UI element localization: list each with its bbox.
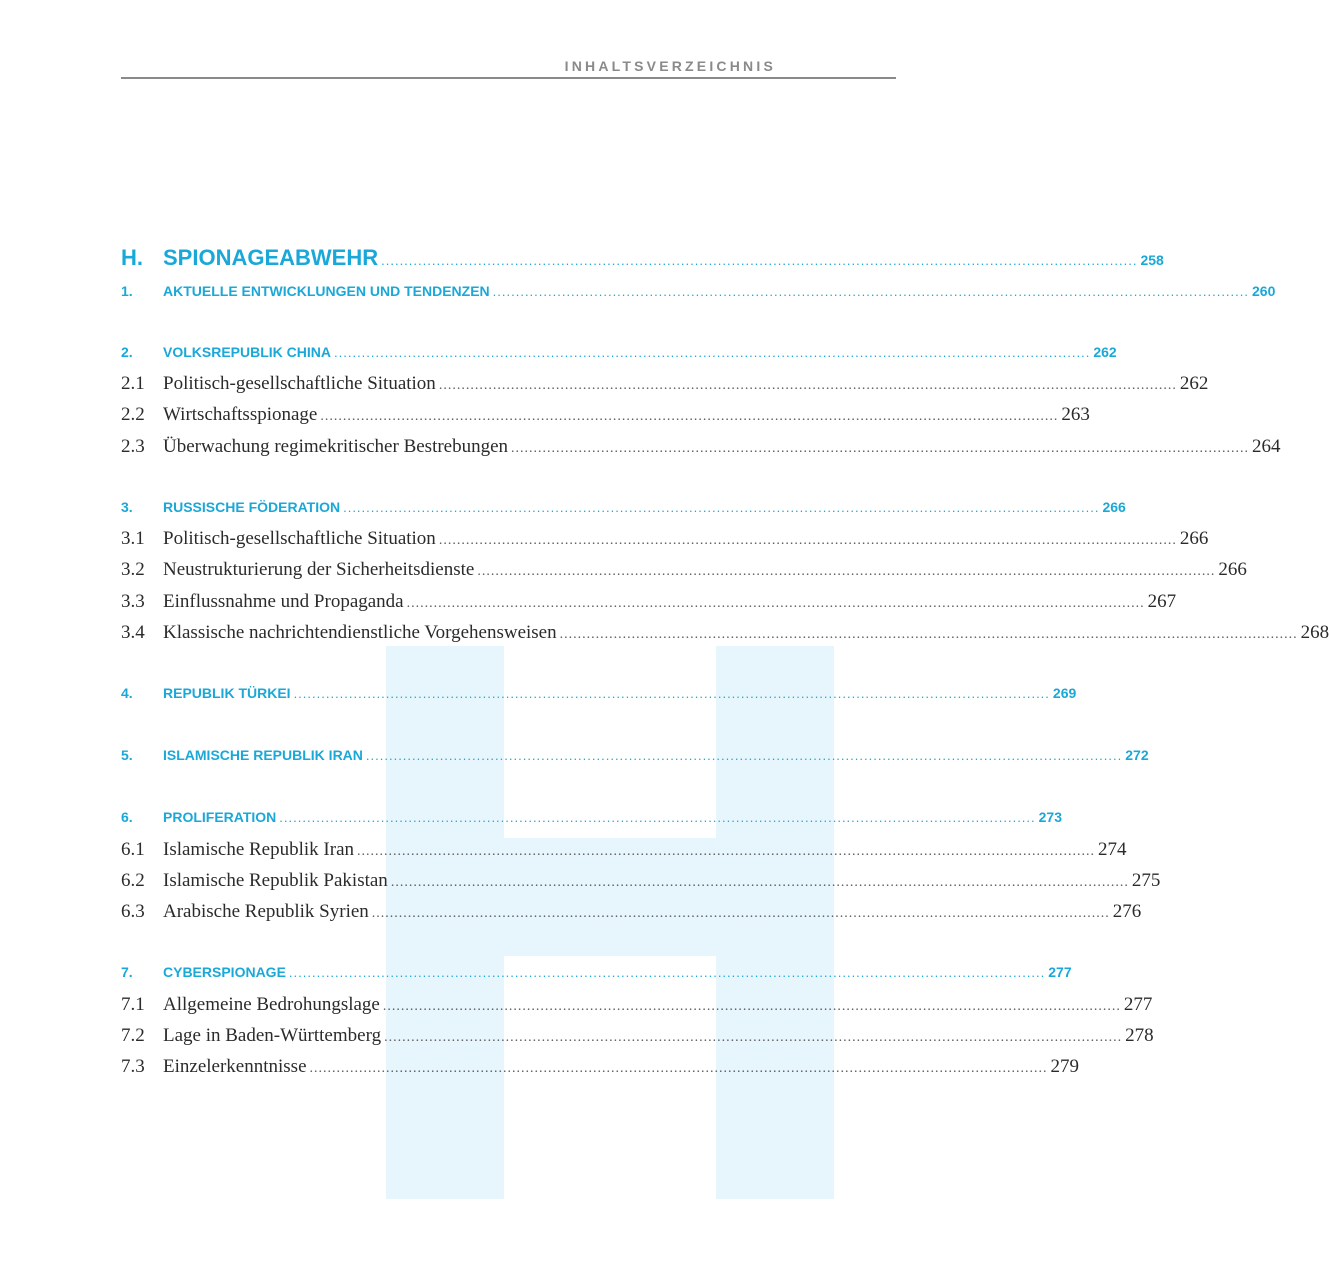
toc-entry-page: 272 xyxy=(1125,747,1149,763)
toc-entry-title: Wirtschaftsspionage xyxy=(163,404,318,425)
toc-leader-dots: .................................................................................................................................................................... xyxy=(438,533,1177,548)
toc-entry-page: 273 xyxy=(1038,809,1062,825)
toc-entry-number: 5. xyxy=(121,747,133,763)
toc-subsection-row[interactable] xyxy=(121,436,1281,458)
toc-entry-number: 3.2 xyxy=(121,559,145,580)
toc-subsection-row[interactable] xyxy=(121,1056,1080,1078)
toc-entry-page: 268 xyxy=(1300,622,1329,643)
toc-entry-number: 6. xyxy=(121,809,133,825)
toc-section-row[interactable] xyxy=(121,747,1149,763)
toc-entry-page: 264 xyxy=(1252,436,1281,457)
toc-entry-page: 278 xyxy=(1125,1025,1154,1046)
toc-entry-number: 6.3 xyxy=(121,901,145,922)
toc-subsection-row[interactable] xyxy=(121,839,1127,861)
toc-entry-page: 262 xyxy=(1179,373,1209,394)
toc-leader-dots: .................................................................................................................................................................... xyxy=(492,284,1249,299)
toc-subsection-row[interactable] xyxy=(121,591,1177,613)
toc-subsection-row[interactable] xyxy=(121,622,1329,644)
toc-entry-page: 275 xyxy=(1131,870,1161,891)
toc-leader-dots: .................................................................................................................................................................... xyxy=(293,686,1050,701)
toc-entry-title: Einzelerkenntnisse xyxy=(163,1056,307,1077)
toc-section-row[interactable] xyxy=(121,344,1117,360)
toc-leader-dots: .................................................................................................................................................................... xyxy=(382,999,1121,1014)
toc-entry-page: 266 xyxy=(1179,528,1209,549)
toc-entry-number: 2.1 xyxy=(121,373,145,394)
toc-entry-page: 279 xyxy=(1050,1056,1080,1077)
toc-subsection-row[interactable] xyxy=(121,1025,1154,1047)
toc-leader-dots: .................................................................................................................................................................... xyxy=(365,748,1123,763)
toc-entry-number: 6.2 xyxy=(121,870,145,891)
toc-entry-title: Einflussnahme und Propaganda xyxy=(163,591,404,612)
toc-leader-dots: .................................................................................................................................................................... xyxy=(406,596,1145,611)
toc-entry-title: Arabische Republik Syrien xyxy=(163,901,369,922)
toc-chapter-title: SPIONAGEABWEHR xyxy=(163,245,379,270)
toc-section-row[interactable] xyxy=(121,809,1062,825)
toc-entry-number: 7.3 xyxy=(121,1056,145,1077)
toc-entry-number: 3.1 xyxy=(121,528,145,549)
toc-chapter-page: 258 xyxy=(1140,252,1164,268)
toc-subsection-row[interactable] xyxy=(121,559,1247,581)
toc-entry-title: Überwachung regimekritischer Bestrebungen xyxy=(163,436,509,457)
toc-entry-number: 3. xyxy=(121,499,133,515)
toc-entry-title: Neustrukturierung der Sicherheitsdienste xyxy=(163,559,475,580)
toc-entry-page: 266 xyxy=(1218,559,1247,580)
toc-subsection-row[interactable] xyxy=(121,994,1153,1016)
toc-leader-dots: .................................................................................................................................................................... xyxy=(309,1061,1048,1076)
toc-entry-title: Lage in Baden-Württemberg xyxy=(163,1025,382,1046)
toc-entry-title: RUSSISCHE FÖDERATION xyxy=(163,499,341,515)
toc-entry-number: 1. xyxy=(121,283,133,299)
toc-entry-page: 276 xyxy=(1112,901,1142,922)
toc-entry-title: ISLAMISCHE REPUBLIK IRAN xyxy=(163,747,363,763)
toc-subsection-row[interactable] xyxy=(121,528,1209,550)
toc-entry-page: 260 xyxy=(1252,283,1276,299)
toc-leader-dots: .................................................................................................................................................................... xyxy=(371,906,1110,921)
toc-chapter-row[interactable] xyxy=(121,245,1164,271)
toc-entry-number: 3.4 xyxy=(121,622,145,643)
toc-entry-number: 2.2 xyxy=(121,404,145,425)
toc-entry-page: 266 xyxy=(1102,499,1126,515)
toc-leader-dots: .................................................................................................................................................................... xyxy=(511,441,1250,456)
toc-entry-number: 7. xyxy=(121,964,133,980)
toc-entry-page: 277 xyxy=(1123,994,1153,1015)
toc-entry-page: 262 xyxy=(1093,344,1117,360)
toc-leader-dots: .................................................................................................................................................................... xyxy=(559,627,1298,642)
toc-entry-number: 6.1 xyxy=(121,839,145,860)
toc-section-row[interactable] xyxy=(121,964,1072,980)
toc-entry-number: 4. xyxy=(121,685,133,701)
toc-leader-dots: .................................................................................................................................................................... xyxy=(288,965,1046,980)
toc-entry-title: PROLIFERATION xyxy=(163,809,277,825)
toc-subsection-row[interactable] xyxy=(121,870,1161,892)
toc-leader-dots: .................................................................................................................................................................... xyxy=(390,875,1129,890)
toc-entry-number: 3.3 xyxy=(121,591,145,612)
toc-leader-dots: .................................................................................................................................................................... xyxy=(384,1030,1123,1045)
toc-entry-title: Islamische Republik Pakistan xyxy=(163,870,388,891)
toc-leader-dots: .................................................................................................................................................................... xyxy=(477,564,1216,579)
toc-entry-title: CYBERSPIONAGE xyxy=(163,964,286,980)
toc-subsection-row[interactable] xyxy=(121,901,1142,923)
toc-leader-dots: .................................................................................................................................................................... xyxy=(334,345,1091,360)
toc-leader-dots: .................................................................................................................................................................... xyxy=(357,844,1096,859)
toc-entry-page: 269 xyxy=(1052,685,1077,701)
toc-entry-title: Allgemeine Bedrohungslage xyxy=(163,994,380,1015)
toc-entry-number: 2.3 xyxy=(121,436,145,457)
toc-entry-title: Politisch-gesellschaftliche Situation xyxy=(163,528,436,549)
toc-subsection-row[interactable] xyxy=(121,373,1209,395)
toc-entry-page: 277 xyxy=(1048,964,1072,980)
toc-entry-page: 267 xyxy=(1147,591,1177,612)
toc-entry-title: Klassische nachrichtendienstliche Vorgehensweisen xyxy=(163,622,557,643)
toc-entry-page: 274 xyxy=(1098,839,1127,860)
toc-entry-title: REPUBLIK TÜRKEI xyxy=(163,685,291,701)
toc-leader-dots: .................................................................................................................................................................... xyxy=(438,378,1177,393)
toc-section-row[interactable] xyxy=(121,685,1077,701)
toc-leader-dots: .................................................................................................................................................................... xyxy=(343,500,1100,515)
toc-subsection-row[interactable] xyxy=(121,404,1090,426)
toc-entry-title: Politisch-gesellschaftliche Situation xyxy=(163,373,436,394)
toc-section-row[interactable] xyxy=(121,499,1126,515)
toc-section-row[interactable] xyxy=(121,283,1276,299)
toc-entry-title: AKTUELLE ENTWICKLUNGEN UND TENDENZEN xyxy=(163,283,490,299)
toc-entry-number: 7.1 xyxy=(121,994,145,1015)
toc-leader-dots: .................................................................................................................................................................... xyxy=(279,810,1036,825)
toc-entry-title: VOLKSREPUBLIK CHINA xyxy=(163,344,332,360)
page-header-title: INHALTSVERZEICHNIS xyxy=(564,58,776,74)
toc-leader-dots: .................................................................................................................................................................... xyxy=(320,409,1059,424)
toc-entry-title: Islamische Republik Iran xyxy=(163,839,355,860)
toc-entry-number: 7.2 xyxy=(121,1025,145,1046)
toc-entry-page: 263 xyxy=(1061,404,1090,425)
toc-chapter-number: H. xyxy=(121,245,143,270)
toc-entry-number: 2. xyxy=(121,344,133,360)
header-rule xyxy=(121,77,896,79)
toc-leader-dots: .................................................................................................................................................................... xyxy=(381,253,1138,268)
